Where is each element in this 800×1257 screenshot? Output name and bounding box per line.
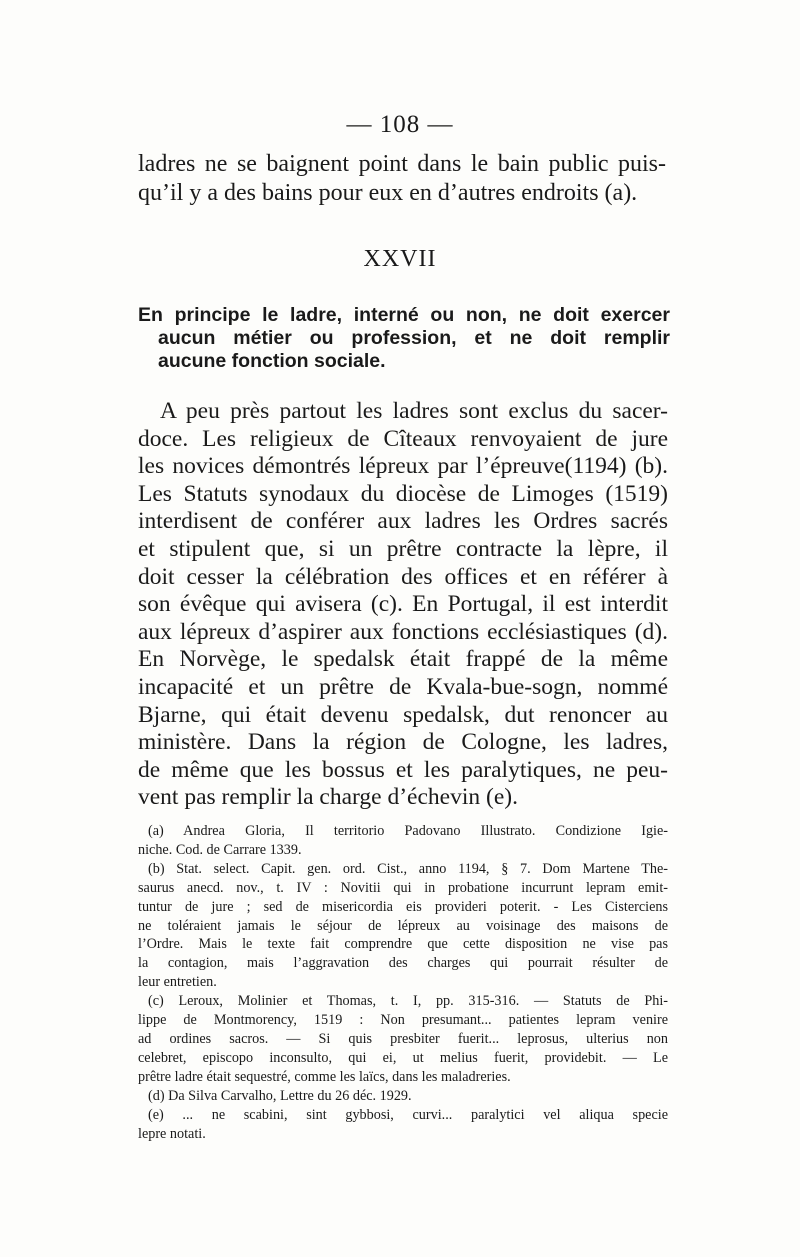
footnote-line: (b) Stat. select. Capit. gen. ord. Cist., anno 1194, § 7. Dom Martene The- <box>148 860 668 877</box>
footnote-line: niche. Cod. de Carrare 1339. <box>138 841 302 858</box>
heading-line: aucun métier ou profession, et ne doit remplir <box>158 327 670 349</box>
footnote-line: ad ordines sacros. — Si quis presbiter fuerit... leprosus, ulterius non <box>138 1030 668 1047</box>
footnote-line: leur entretien. <box>138 974 217 991</box>
section-heading <box>138 304 670 373</box>
text-line: A peu près partout les ladres sont exclus du sacer- <box>160 398 668 424</box>
text-line: son évêque qui avisera (c). En Portugal, il est interdit <box>138 591 668 618</box>
text-line: qu’il y a des bains pour eux en d’autres endroits (a). <box>138 180 638 206</box>
text-line: aux lépreux d’aspirer aux fonctions ecclésiastiques (d). <box>138 618 668 645</box>
text-line: interdisent de conférer aux ladres les Ordres sacrés <box>138 508 668 535</box>
footnote-line: prêtre ladre était sequestré, comme les laïcs, dans les maladreries. <box>138 1068 511 1085</box>
footnote-line: ne toléraient jamais le séjour de lépreux au voisinage des maisons de <box>138 917 668 934</box>
body-paragraph <box>138 398 668 812</box>
heading-line: En principe le ladre, interné ou non, ne doit exercer <box>138 304 670 326</box>
text-line: ladres ne se baignent point dans le bain public puis- <box>138 151 666 177</box>
footnote-line: (a) Andrea Gloria, Il territorio Padovano Illustrato. Condizione Igie- <box>148 823 668 839</box>
continuation-paragraph <box>138 150 666 208</box>
text-line: doit cesser la célébration des offices et en référer à <box>138 563 668 590</box>
footnote-line: celebret, episcopo inconsulto, qui ei, ut melius fuerit, providebit. — Le <box>138 1049 668 1066</box>
footnote-line: l’Ordre. Mais le texte fait comprendre que cette disposition ne vise pas <box>138 936 668 953</box>
text-line: doce. Les religieux de Cîteaux renvoyaient de jure <box>138 425 668 452</box>
footnote-line: saurus anecd. nov., t. IV : Novitii qui in probatione incurrunt lepram emit- <box>138 879 668 896</box>
footnote-line: (d) Da Silva Carvalho, Lettre du 26 déc. 1929. <box>148 1087 412 1104</box>
text-line: les novices démontrés lépreux par l’épreuve(1194) (b). <box>138 453 668 480</box>
text-line: et stipulent que, si un prêtre contracte la lèpre, il <box>138 535 668 562</box>
text-line: ministère. Dans la région de Cologne, les ladres, <box>138 729 668 756</box>
text-line: incapacité et un prêtre de Kvala-bue-sogn, nommé <box>138 673 668 700</box>
page-number: — 108 — <box>346 111 454 138</box>
footnote-line: lippe de Montmorency, 1519 : Non presumant... patientes lepram venire <box>138 1012 668 1029</box>
section-number: XXVII <box>363 246 437 272</box>
footnote-line: la contagion, mais l’aggravation des charges qui pourrait résulter de <box>138 955 668 972</box>
heading-line: aucune fonction sociale. <box>158 350 386 372</box>
text-line: Bjarne, qui était devenu spedalsk, dut renoncer au <box>138 701 668 728</box>
footnote-line: (e) ... ne scabini, sint gybbosi, curvi... paralytici vel aliqua specie <box>148 1106 668 1123</box>
footnote-line: tuntur de jure ; sed de misericordia eis provideri poterit. - Les Cisterciens <box>138 898 668 915</box>
footnote-line: lepre notati. <box>138 1125 206 1142</box>
footnote-line: (c) Leroux, Molinier et Thomas, t. I, pp. 315-316. — Statuts de Phi- <box>148 993 668 1010</box>
footnotes <box>138 822 668 1143</box>
text-line: Les Statuts synodaux du diocèse de Limoges (1519) <box>138 480 668 507</box>
text-line: En Norvège, le spedalsk était frappé de la même <box>138 646 668 673</box>
text-line: vent pas remplir la charge d’échevin (e). <box>138 784 518 811</box>
text-line: de même que les bossus et les paralytiques, ne peu- <box>138 756 668 783</box>
